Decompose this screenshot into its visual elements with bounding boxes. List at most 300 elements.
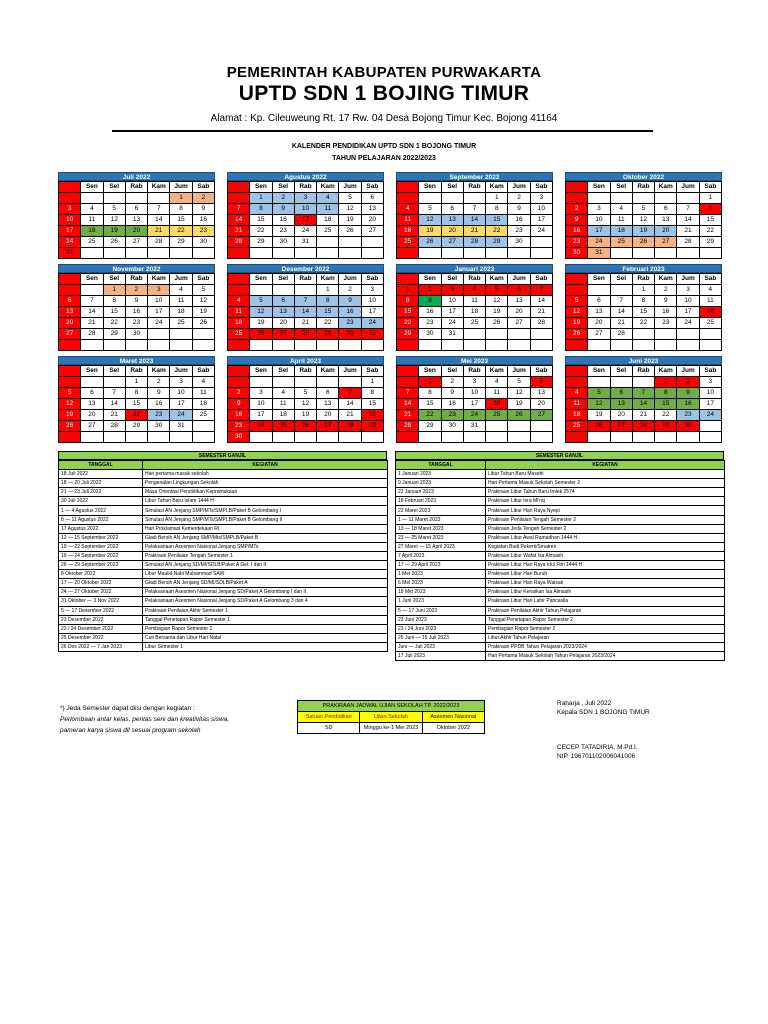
day-cell xyxy=(677,340,699,351)
day-cell: 23 xyxy=(566,237,588,248)
event-activity: Prakiraan Libur Wafat Isa Almasih xyxy=(486,551,725,560)
day-cell xyxy=(250,340,272,351)
month-calendar xyxy=(565,356,722,443)
day-cell xyxy=(419,340,441,351)
day-cell: 1 xyxy=(250,193,272,204)
day-cell: 17 xyxy=(294,215,316,226)
day-cell: 28 xyxy=(103,421,125,432)
event-activity: Pengenalan Lingkungan Sekolah xyxy=(143,479,388,488)
day-name: Rab xyxy=(294,274,316,285)
day-cell: 28 xyxy=(530,318,552,329)
day-cell: 11 xyxy=(81,215,103,226)
day-cell xyxy=(397,432,419,443)
day-cell xyxy=(655,329,677,340)
day-cell: 17 xyxy=(59,226,81,237)
day-cell: 7 xyxy=(81,296,103,307)
day-name: Rab xyxy=(632,182,654,193)
day-cell xyxy=(103,432,125,443)
event-date: 7 April 2023 xyxy=(396,551,486,560)
day-name: Kam xyxy=(486,274,508,285)
table-row xyxy=(396,479,725,488)
day-cell: 4 xyxy=(610,204,632,215)
day-cell: 1 xyxy=(361,377,383,388)
day-cell: 26 xyxy=(566,329,588,340)
event-date: 1 Juni 2023 xyxy=(396,597,486,606)
day-cell: 20 xyxy=(530,399,552,410)
header-divider xyxy=(112,130,653,132)
day-cell: 15 xyxy=(632,307,654,318)
day-cell: 27 xyxy=(655,237,677,248)
day-cell: 5 xyxy=(59,388,81,399)
day-cell: 1 xyxy=(632,285,654,296)
day-cell: 3 xyxy=(530,193,552,204)
table-row xyxy=(59,579,388,588)
day-cell xyxy=(81,248,103,259)
day-cell xyxy=(272,377,294,388)
exam-cell: Minggu ke-1 Mei 2023 xyxy=(360,723,422,734)
day-cell: 19 xyxy=(103,226,125,237)
event-date: 19 — 24 September 2022 xyxy=(59,551,143,560)
day-cell: 19 xyxy=(59,410,81,421)
day-cell xyxy=(81,340,103,351)
day-cell: 18 xyxy=(397,226,419,237)
event-activity: Prakiraan Libur Hari Raya Idul Fitri 1444 H xyxy=(486,561,725,570)
day-cell xyxy=(317,432,339,443)
day-cell: 4 xyxy=(463,285,485,296)
day-cell: 4 xyxy=(699,285,721,296)
day-cell: 18 xyxy=(566,410,588,421)
day-cell: 29 xyxy=(419,421,441,432)
day-name: Min xyxy=(566,274,588,285)
day-cell: 9 xyxy=(192,204,214,215)
day-cell: 3 xyxy=(463,377,485,388)
day-cell: 22 xyxy=(419,410,441,421)
day-cell xyxy=(339,248,361,259)
day-cell: 14 xyxy=(632,399,654,410)
day-name: Kam xyxy=(148,366,170,377)
day-cell: 13 xyxy=(610,399,632,410)
day-cell: 8 xyxy=(397,296,419,307)
day-cell: 26 xyxy=(192,318,214,329)
day-name: Kam xyxy=(317,182,339,193)
day-name: Sel xyxy=(610,274,632,285)
day-cell: 24 xyxy=(294,226,316,237)
day-name: Sel xyxy=(103,366,125,377)
day-name: Sen xyxy=(588,274,610,285)
event-date: 5 — 17 Juni 2023 xyxy=(396,606,486,615)
day-cell: 22 xyxy=(361,410,383,421)
day-cell xyxy=(530,237,552,248)
day-cell: 9 xyxy=(125,296,147,307)
day-cell: 11 xyxy=(317,204,339,215)
day-cell: 11 xyxy=(170,296,192,307)
day-cell: 31 xyxy=(588,248,610,259)
table-row xyxy=(59,488,388,497)
day-name: Sab xyxy=(361,274,383,285)
day-cell: 4 xyxy=(81,204,103,215)
table-row xyxy=(59,642,388,651)
day-cell: 27 xyxy=(361,226,383,237)
day-cell: 22 xyxy=(125,410,147,421)
column-header-activity: KEGIATAN xyxy=(143,461,388,470)
table-row xyxy=(59,533,388,542)
day-cell: 19 xyxy=(632,226,654,237)
month-calendar xyxy=(227,172,384,259)
table-row xyxy=(59,597,388,606)
day-cell: 3 xyxy=(441,285,463,296)
day-cell xyxy=(59,340,81,351)
day-cell: 23 xyxy=(339,318,361,329)
day-cell: 27 xyxy=(610,421,632,432)
day-cell: 4 xyxy=(317,193,339,204)
day-cell: 3 xyxy=(148,285,170,296)
day-cell: 28 xyxy=(397,421,419,432)
month-calendar xyxy=(565,172,722,259)
table-row xyxy=(59,470,388,479)
day-cell: 7 xyxy=(103,388,125,399)
event-date: 26 — 29 September 2022 xyxy=(59,561,143,570)
day-cell: 14 xyxy=(148,215,170,226)
exam-schedule-table xyxy=(297,700,485,734)
table-row xyxy=(396,524,725,533)
day-cell: 26 xyxy=(632,237,654,248)
day-cell: 15 xyxy=(486,215,508,226)
day-cell: 3 xyxy=(699,377,721,388)
day-cell: 8 xyxy=(317,296,339,307)
exam-header: Asesmen Nasional xyxy=(422,712,484,723)
event-activity: Prakiraan Penilaian Akhir Tahun Pelajaran xyxy=(486,606,725,615)
day-cell: 23 xyxy=(441,410,463,421)
day-cell xyxy=(125,193,147,204)
day-name: Kam xyxy=(655,182,677,193)
event-date: 1 Januari 2023 xyxy=(396,470,486,479)
day-cell xyxy=(441,248,463,259)
day-cell: 10 xyxy=(170,388,192,399)
day-name: Sab xyxy=(192,182,214,193)
day-name: Min xyxy=(397,182,419,193)
day-name: Sen xyxy=(419,182,441,193)
day-cell xyxy=(530,421,552,432)
day-cell: 10 xyxy=(361,296,383,307)
day-cell: 7 xyxy=(610,296,632,307)
day-cell: 1 xyxy=(170,193,192,204)
day-cell xyxy=(59,432,81,443)
day-cell xyxy=(59,285,81,296)
day-cell: 21 xyxy=(463,226,485,237)
day-cell: 27 xyxy=(125,237,147,248)
day-cell: 12 xyxy=(294,399,316,410)
day-name: Sab xyxy=(530,182,552,193)
day-cell: 26 xyxy=(508,410,530,421)
note-line: *) Jeda Semester dapat diisi dengan kegiatan : xyxy=(60,705,195,712)
day-cell: 18 xyxy=(170,307,192,318)
day-cell: 21 xyxy=(339,410,361,421)
day-cell xyxy=(699,248,721,259)
day-cell: 20 xyxy=(361,215,383,226)
day-cell: 4 xyxy=(228,296,250,307)
day-name: Rab xyxy=(463,274,485,285)
day-name: Jum xyxy=(170,274,192,285)
day-cell xyxy=(192,329,214,340)
day-cell: 8 xyxy=(655,388,677,399)
day-cell: 5 xyxy=(588,388,610,399)
day-cell: 4 xyxy=(566,388,588,399)
day-cell: 6 xyxy=(508,285,530,296)
day-cell: 15 xyxy=(419,399,441,410)
day-cell: 23 xyxy=(655,318,677,329)
day-cell: 8 xyxy=(125,388,147,399)
day-cell: 14 xyxy=(463,215,485,226)
day-cell xyxy=(125,340,147,351)
day-cell: 16 xyxy=(228,410,250,421)
day-cell: 5 xyxy=(103,204,125,215)
day-cell: 29 xyxy=(317,329,339,340)
day-cell: 12 xyxy=(103,215,125,226)
day-cell xyxy=(677,248,699,259)
day-cell: 30 xyxy=(272,237,294,248)
table-row xyxy=(59,561,388,570)
day-cell: 12 xyxy=(566,307,588,318)
day-cell: 30 xyxy=(419,329,441,340)
day-cell: 25 xyxy=(170,318,192,329)
day-cell: 29 xyxy=(250,237,272,248)
note-line: pameran karya siswa dll sesuai program sekolah xyxy=(60,727,201,734)
column-header-activity: KEGIATAN xyxy=(486,461,725,470)
day-cell: 18 xyxy=(486,399,508,410)
event-date: Juni — Juli 2023 xyxy=(396,642,486,651)
day-name: Jum xyxy=(677,366,699,377)
day-cell xyxy=(588,193,610,204)
day-cell: 13 xyxy=(530,388,552,399)
day-cell: 9 xyxy=(148,388,170,399)
event-date: 8 Oktober 2022 xyxy=(59,570,143,579)
day-cell: 28 xyxy=(228,237,250,248)
day-name: Sel xyxy=(272,182,294,193)
day-cell: 21 xyxy=(397,410,419,421)
day-cell: 13 xyxy=(272,307,294,318)
day-name: Kam xyxy=(655,366,677,377)
day-cell: 30 xyxy=(192,237,214,248)
event-activity: Hari Proklamasi Kemerdekaan RI xyxy=(143,524,388,533)
event-date: 26 Des 2022 — 7 Jan 2023 xyxy=(59,642,143,651)
day-cell: 14 xyxy=(397,399,419,410)
day-cell xyxy=(192,340,214,351)
school-title: UPTD SDN 1 BOJING TIMUR xyxy=(238,82,530,105)
day-name: Sel xyxy=(441,182,463,193)
day-name: Sel xyxy=(441,366,463,377)
event-activity: Tanggal Penetapan Rapor Semester 1 xyxy=(143,615,388,624)
day-cell: 22 xyxy=(250,226,272,237)
event-date: 31 Oktober — 3 Nov 2022 xyxy=(59,597,143,606)
month-title: Maret 2023 xyxy=(58,356,215,365)
day-cell: 31 xyxy=(361,329,383,340)
event-date: 24 — 27 Oktober 2022 xyxy=(59,588,143,597)
event-date: 22 Maret 2023 xyxy=(396,506,486,515)
day-cell: 16 xyxy=(508,215,530,226)
event-activity: Libur Maulid Nabi Muhammad SAW xyxy=(143,570,388,579)
day-cell xyxy=(566,340,588,351)
day-cell: 7 xyxy=(339,388,361,399)
day-cell: 13 xyxy=(317,399,339,410)
day-name: Jum xyxy=(508,182,530,193)
day-cell: 22 xyxy=(317,318,339,329)
event-date: 23 — 25 Maret 2023 xyxy=(396,533,486,542)
day-cell: 24 xyxy=(530,226,552,237)
table-row xyxy=(396,606,725,615)
day-cell: 9 xyxy=(677,388,699,399)
day-cell: 14 xyxy=(228,215,250,226)
day-cell: 11 xyxy=(228,307,250,318)
exam-header: Ujian Sekolah xyxy=(360,712,422,723)
day-cell xyxy=(317,248,339,259)
day-cell: 5 xyxy=(192,285,214,296)
day-cell: 21 xyxy=(632,410,654,421)
day-cell: 27 xyxy=(59,329,81,340)
day-cell: 29 xyxy=(170,237,192,248)
day-name: Rab xyxy=(125,366,147,377)
day-cell: 20 xyxy=(272,318,294,329)
day-cell: 21 xyxy=(228,226,250,237)
day-cell: 12 xyxy=(632,215,654,226)
day-cell xyxy=(397,377,419,388)
day-name: Sen xyxy=(250,182,272,193)
day-cell: 23 xyxy=(125,318,147,329)
day-name: Sab xyxy=(192,274,214,285)
day-cell xyxy=(192,248,214,259)
table-row xyxy=(59,570,388,579)
day-cell: 29 xyxy=(125,421,147,432)
event-activity: Pembagian Rapor Semester 1 xyxy=(143,624,388,633)
event-activity: Prakiraan Libur Hari Raya Nyepi xyxy=(486,506,725,515)
table-row xyxy=(396,561,725,570)
day-cell: 8 xyxy=(250,204,272,215)
day-cell: 11 xyxy=(397,215,419,226)
day-cell: 27 xyxy=(441,237,463,248)
table-row xyxy=(59,551,388,560)
event-date: 17 Agustus 2022 xyxy=(59,524,143,533)
day-cell xyxy=(530,340,552,351)
day-cell: 6 xyxy=(317,388,339,399)
day-name: Sab xyxy=(361,182,383,193)
day-cell xyxy=(228,285,250,296)
day-cell: 12 xyxy=(419,215,441,226)
day-cell: 8 xyxy=(419,388,441,399)
day-cell xyxy=(463,329,485,340)
day-cell xyxy=(250,248,272,259)
day-cell xyxy=(317,377,339,388)
day-cell: 28 xyxy=(294,329,316,340)
day-cell: 6 xyxy=(361,193,383,204)
day-cell: 30 xyxy=(677,421,699,432)
day-cell: 20 xyxy=(81,410,103,421)
semester-genap-table xyxy=(395,451,724,661)
event-date: 19 — 22 September 2022 xyxy=(59,542,143,551)
day-cell: 26 xyxy=(419,237,441,248)
day-cell: 2 xyxy=(192,193,214,204)
day-name: Sab xyxy=(699,366,721,377)
day-name: Rab xyxy=(294,366,316,377)
day-name: Sen xyxy=(81,274,103,285)
day-cell: 25 xyxy=(81,237,103,248)
day-cell: 9 xyxy=(566,215,588,226)
day-cell xyxy=(610,248,632,259)
month-calendar xyxy=(565,264,722,351)
day-cell: 8 xyxy=(361,388,383,399)
event-activity: Prakiraan Penilaian Tengah Semester 1 xyxy=(143,551,388,560)
table-row xyxy=(59,515,388,524)
day-cell: 2 xyxy=(655,285,677,296)
day-cell: 27 xyxy=(317,421,339,432)
day-cell: 7 xyxy=(530,285,552,296)
day-cell xyxy=(588,285,610,296)
semester-ganjil-table xyxy=(58,451,387,652)
day-cell: 19 xyxy=(419,226,441,237)
day-cell xyxy=(508,340,530,351)
day-cell xyxy=(339,237,361,248)
day-cell: 23 xyxy=(192,226,214,237)
event-activity: Hari pertama masuk sekolah xyxy=(143,470,388,479)
day-cell xyxy=(294,377,316,388)
day-cell xyxy=(250,377,272,388)
day-cell: 9 xyxy=(508,204,530,215)
event-date: 17 — 20 Oktober 2022 xyxy=(59,579,143,588)
event-activity: Tanggal Penetapan Rapor Semester 2 xyxy=(486,615,725,624)
day-name: Kam xyxy=(317,366,339,377)
day-cell: 6 xyxy=(125,204,147,215)
day-cell xyxy=(632,340,654,351)
day-cell: 3 xyxy=(170,377,192,388)
day-cell: 5 xyxy=(632,204,654,215)
day-cell: 28 xyxy=(339,421,361,432)
table-row xyxy=(59,497,388,506)
day-name: Sel xyxy=(103,182,125,193)
table-row xyxy=(59,479,388,488)
day-name: Sel xyxy=(272,366,294,377)
day-cell: 11 xyxy=(610,215,632,226)
day-cell: 21 xyxy=(610,318,632,329)
day-cell xyxy=(610,340,632,351)
day-cell: 24 xyxy=(59,237,81,248)
day-cell: 10 xyxy=(250,399,272,410)
day-cell xyxy=(699,329,721,340)
day-cell xyxy=(699,340,721,351)
day-cell: 12 xyxy=(508,388,530,399)
day-cell: 12 xyxy=(192,296,214,307)
day-cell: 28 xyxy=(677,237,699,248)
day-cell: 27 xyxy=(81,421,103,432)
day-name: Sel xyxy=(610,366,632,377)
day-name: Sab xyxy=(530,274,552,285)
day-cell: 27 xyxy=(588,329,610,340)
day-name: Rab xyxy=(463,366,485,377)
exam-cell: SD xyxy=(298,723,360,734)
day-cell: 25 xyxy=(610,237,632,248)
event-activity: Prakiraan Libur Tahun Baru Imlek 2574 xyxy=(486,488,725,497)
day-cell xyxy=(441,340,463,351)
event-activity: Prakiraan Jeda Tengah Semester 2 xyxy=(486,524,725,533)
day-cell xyxy=(272,248,294,259)
day-cell: 31 xyxy=(441,329,463,340)
day-cell: 1 xyxy=(486,193,508,204)
day-name: Sen xyxy=(250,366,272,377)
event-activity: Gladi Bersih AN Jenjang SD/MI/SDLB/Paket A xyxy=(143,579,388,588)
day-cell: 19 xyxy=(339,215,361,226)
day-name: Jum xyxy=(170,366,192,377)
day-cell xyxy=(699,421,721,432)
day-cell: 4 xyxy=(170,285,192,296)
day-cell: 2 xyxy=(339,285,361,296)
day-cell: 6 xyxy=(610,388,632,399)
